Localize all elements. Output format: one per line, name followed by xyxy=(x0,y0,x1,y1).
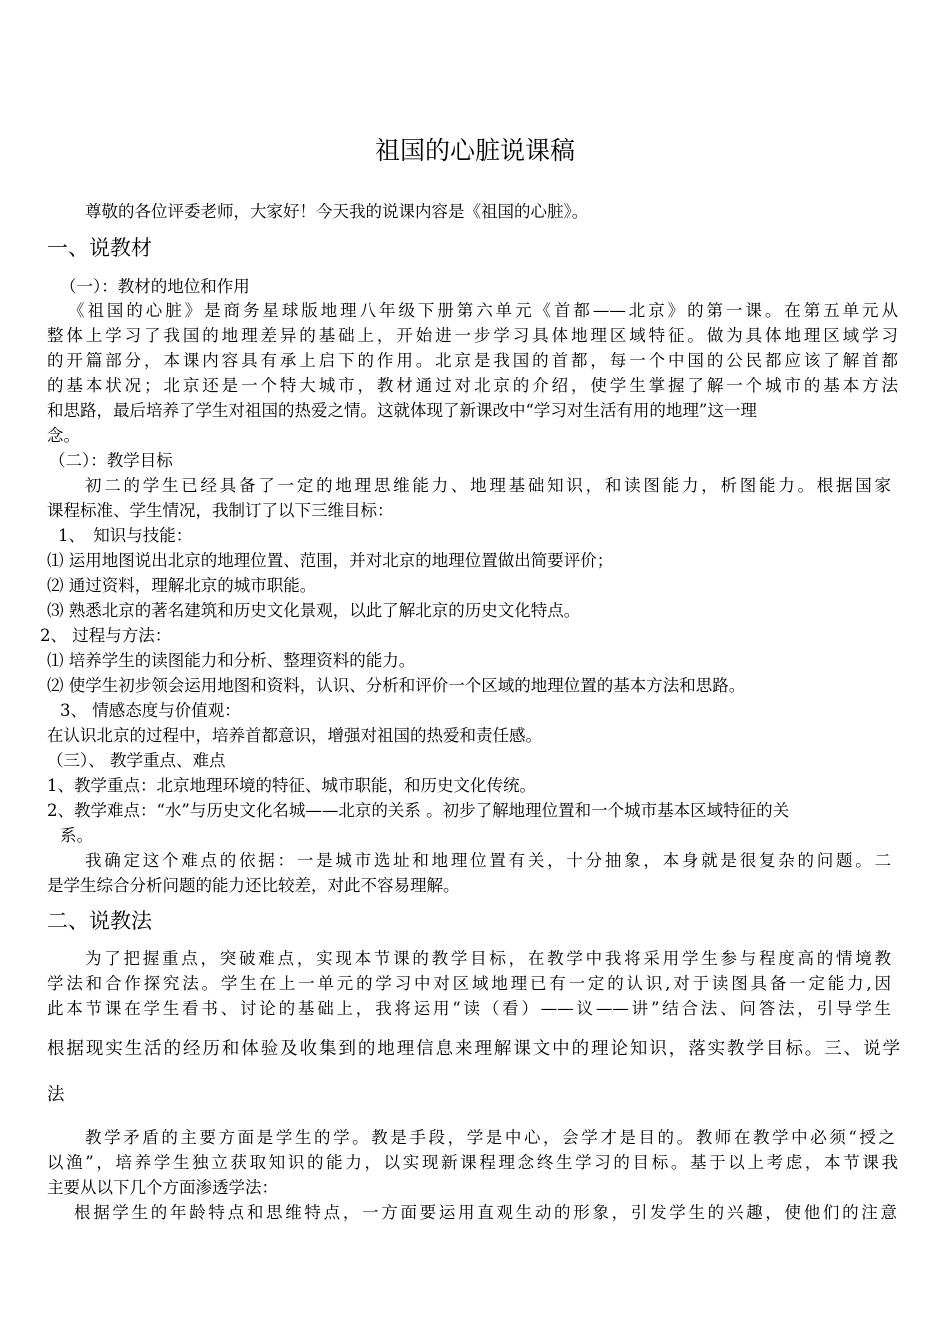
key-point: 1、教学重点：北京地理环境的特征、城市职能，和历史文化传统。 xyxy=(47,776,536,795)
paragraph-line: 整体上学习了我国的地理差异的基础上，开始进一步学习具体地理区域特征。做为具体地理区域学习 xyxy=(47,326,898,345)
paragraph-line: 以渔”，培养学生独立获取知识的能力，以实现新课程理念终生学习的目标。基于以上考虑，本节课我 xyxy=(47,1153,898,1172)
goal-3-heading: 3、 情感态度与价值观： xyxy=(60,701,241,720)
paragraph-line: 《祖国的心脏》是商务星球版地理八年级下册第六单元《首都——北京》的第一课。在第五单元从 xyxy=(68,301,898,320)
list-item: ⑵ 使学生初步领会运用地图和资料，认识、分析和评价一个区域的地理位置的基本方法和思路。 xyxy=(47,676,746,695)
paragraph-line: 初二的学生已经具备了一定的地理思维能力、地理基础知识，和读图能力，析图能力。根据国家 xyxy=(85,476,891,495)
difficult-point: 2、教学难点：“水”与历史文化名城——北京的关系 。初步了解地理位置和一个城市基本区域特征的关 xyxy=(47,801,790,820)
list-item: ⑴ 培养学生的读图能力和分析、整理资料的能力。 xyxy=(47,651,416,670)
paragraph-line: 主要从以下几个方面渗透学法： xyxy=(47,1178,278,1197)
paragraph-line: 学法和合作探究法。学生在上一单元的学习中对区域地理已有一定的认识,对于读图具备一定能力,因 xyxy=(47,974,891,993)
greeting-paragraph: 尊敬的各位评委老师，大家好！今天我的说课内容是《祖国的心脏》。 xyxy=(85,202,589,221)
paragraph-line: 为了把握重点，突破难点，实现本节课的教学目标，在教学中我将采用学生参与程度高的情境教 xyxy=(85,949,891,968)
subsection-3-heading: （三）、 教学重点、难点 xyxy=(47,751,226,770)
list-item: ⑶ 熟悉北京的著名建筑和历史文化景观，以此了解北京的历史文化特点。 xyxy=(47,601,581,620)
subsection-1-heading: （一）：教材的地位和作用 xyxy=(60,277,250,296)
paragraph-line: 念。 xyxy=(47,426,80,445)
paragraph-line: 是学生综合分析问题的能力还比较差，对此不容易理解。 xyxy=(47,876,460,895)
paragraph-line: 教学矛盾的主要方面是学生的学。教是手段，学是中心，会学才是目的。教师在教学中必须“授之 xyxy=(85,1128,895,1147)
paragraph-line: 法 xyxy=(47,1085,65,1105)
paragraph-line: 的开篇部分，本课内容具有承上启下的作用。北京是我国的首都，每一个中国的公民都应该了解首都 xyxy=(47,351,898,370)
list-item: ⑵ 通过资料，理解北京的城市职能。 xyxy=(47,576,317,595)
paragraph-line: 我确定这个难点的依据：一是城市选址和地理位置有关，十分抽象，本身就是很复杂的问题。二 xyxy=(85,851,891,870)
subsection-2-heading: （二）：教学目标 xyxy=(49,451,173,470)
section-2-heading: 二、说教法 xyxy=(47,909,152,933)
document-title: 祖国的心脏说课稿 xyxy=(374,136,575,165)
paragraph-line: 根据学生的年龄特点和思维特点，一方面要运用直观生动的形象，引发学生的兴趣，使他们的注意 xyxy=(74,1203,897,1222)
paragraph-line: 根据现实生活的经历和体验及收集到的地理信息来理解课文中的理论知识，落实教学目标。三、说学 xyxy=(47,1039,900,1059)
paragraph-line: 在认识北京的过程中，培养首都意识，增强对祖国的热爱和责任感。 xyxy=(47,726,542,745)
paragraph-line: 的基本状况；北京还是一个特大城市，教材通过对北京的介绍，使学生掌握了解一个城市的基本方法 xyxy=(47,376,898,395)
paragraph-line: 此本节课在学生看书、讨论的基础上，我将运用“读（看）——议——讲”结合法、问答法，引导学生 xyxy=(47,999,891,1018)
paragraph-line: 课程标准、学生情况，我制订了以下三维目标： xyxy=(47,501,394,520)
difficult-point-continued: 系。 xyxy=(60,826,93,845)
section-1-heading: 一、说教材 xyxy=(47,236,152,260)
paragraph-line: 和思路，最后培养了学生对祖国的热爱之情。这就体现了新课改中“学习对生活有用的地理”这一理 xyxy=(47,401,757,420)
goal-2-heading: 2、 过程与方法： xyxy=(40,626,172,645)
goal-1-heading: 1、 知识与技能： xyxy=(58,526,193,545)
list-item: ⑴ 运用地图说出北京的地理位置、范围，并对北京的地理位置做出简要评价； xyxy=(47,551,614,570)
